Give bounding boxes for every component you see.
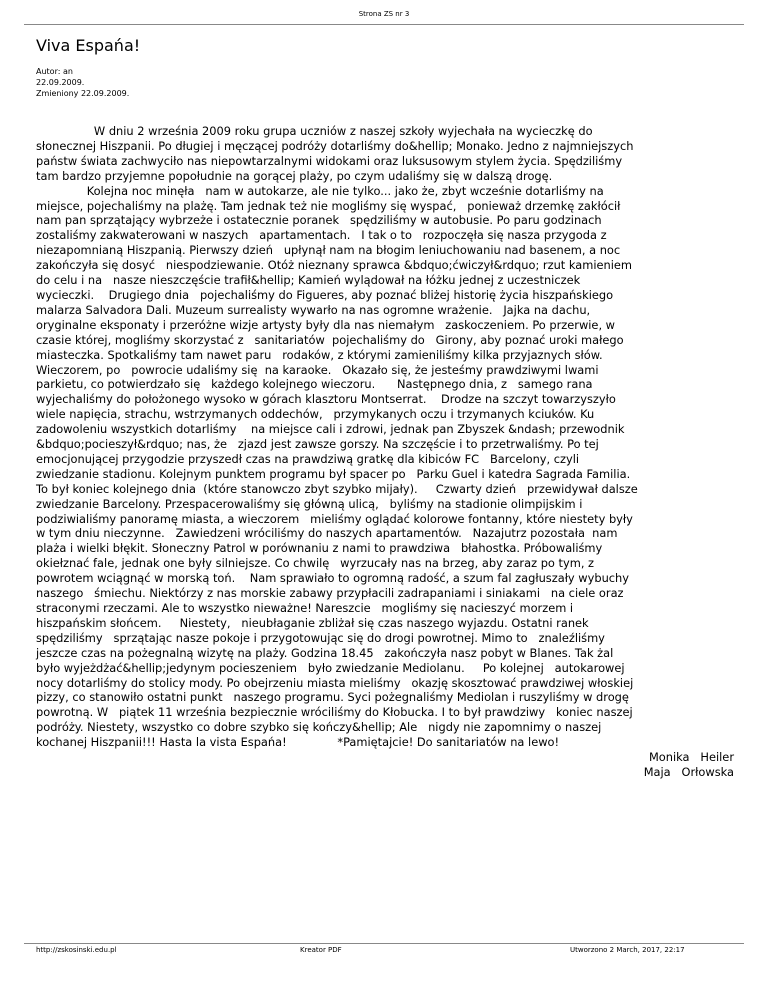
article-line: spędziliśmy sprzątając nasze pokoje i przygotowując się do drogi powrotnej. Mimo to znaleźliśmy <box>36 630 605 645</box>
article-line: nocy dotarliśmy do stolicy mody. Po obejrzeniu miasta mieliśmy okazję skosztować prawdziwej włoskiej <box>36 675 634 690</box>
article-line: podziwialiśmy panoramę miasta, a wieczorem mieliśmy oglądać kolorowe fontanny, które niestety były <box>36 511 633 526</box>
article-modified: Zmieniony 22.09.2009. <box>36 89 130 98</box>
article-line: powrotem wciągnąć w morską toń. Nam sprawiało to ogromną radość, a szum fal zagłuszały wybuchy <box>36 571 630 586</box>
article-line: w tym dniu nieczynne. Zawiedzeni wróciliśmy do naszych apartamentów. Nazajutrz pozostała nam <box>36 526 618 541</box>
article-line: miasteczka. Spotkaliśmy tam nawet paru rodaków, z którymi zamieniliśmy kilka przyjaznych słów. <box>36 347 603 362</box>
article-line: straconymi rzeczami. Ale to wszystko nieważne! Nareszcie mogliśmy się nacieszyć morzem i <box>36 601 574 615</box>
article-line: państw świata zachwyciło nas niepowtarzalnymi widokami oraz luksusowym stylem życia. Spędziliśmy <box>36 153 623 168</box>
article-line: było wyjeżdżać&hellip;jedynym pocieszeniem było zwiedzanie Mediolanu. Po kolejnej autokarowej <box>36 660 625 675</box>
page-header: Strona ZS nr 3 <box>358 10 410 18</box>
article-title: Viva Espańa! <box>36 36 141 55</box>
article-body <box>36 124 734 780</box>
footer-generator: Kreator PDF <box>300 946 342 954</box>
signature-line: Monika Heiler <box>648 750 734 765</box>
article-line: plaża i wielki błękit. Słoneczny Patrol w porównaniu z nami to prawdziwa błahostka. Próbowaliśmy <box>36 541 603 556</box>
footer-created: Utworzono 2 March, 2017, 22:17 <box>570 946 685 954</box>
article-line: naszego śmiechu. Niektórzy z nas morskie zabawy przypłacili zadrapaniami i siniakami na ciele oraz <box>36 586 624 601</box>
article-author: Autor: an <box>36 67 73 76</box>
article-line: wycieczki. Drugiego dnia pojechaliśmy do Figueres, aby poznać bliżej historię życia hiszpańskiego <box>36 287 614 302</box>
article-line: parkietu, co potwierdzało się każdego kolejnego wieczoru. Następnego dnia, z samego rana <box>36 377 593 392</box>
article-line: słonecznej Hiszpanii. Po długiej i męczącej podróży dotarliśmy do&hellip; Monako. Jedno z najmniejszych <box>36 138 634 153</box>
article-line: Kolejna noc minęła nam w autokarze, ale nie tylko... jako że, zbyt wcześnie dotarliśmy na <box>36 183 604 198</box>
article-line: podróży. Niestety, wszystko co dobre szybko się kończy&hellip; Ale nigdy nie zapomnimy o naszej <box>36 720 602 735</box>
article-line: To był koniec kolejnego dnia (które stanowczo zbyt szybko mijały). Czwarty dzień przewidywał dalsze <box>36 481 638 496</box>
article-line: wyjechaliśmy do położonego wysoko w górach klasztoru Montserrat. Drodze na szczyt towarzyszyło <box>36 392 616 407</box>
article-meta <box>36 66 129 99</box>
article-line: emocjonującej przygodzie przyszedł czas na prawdziwą gratkę dla kibiców FC Barcelony, czyli <box>36 451 580 466</box>
article-line: czasie której, mogliśmy skorzystać z sanitariatów pojechaliśmy do Girony, aby poznać uroki małego <box>36 332 624 347</box>
footer-url[interactable]: http://zskosinski.edu.pl <box>36 946 117 954</box>
article-line: zostaliśmy zakwaterowani w naszych apartamentach. I tak o to rozpoczęła się nasza przygoda z <box>36 228 607 243</box>
article-line: pizzy, co stanowiło ostatni punkt naszego programu. Syci pożegnaliśmy Mediolan i ruszyliśmy w drogę <box>36 690 629 705</box>
article-line: zwiedzanie stadionu. Kolejnym punktem programu był spacer po Parku Guel i katedra Sagrada Familia. <box>36 466 631 481</box>
article-line: zadowoleniu wszystkich dotarliśmy na miejsce cali i zdrowi, jednak pan Zbyszek &ndash; przewodnik <box>36 422 625 437</box>
article-line: powrotną. W piątek 11 września bezpiecznie wróciliśmy do Kłobucka. I to był prawdziwy koniec naszej <box>36 705 633 720</box>
article-line: nam pan sprzątający wybrzeże i ostatecznie poranek spędziliśmy w autobusie. Po paru godzinach <box>36 213 602 228</box>
signature-line: Maja Orłowska <box>643 764 734 779</box>
article-line: niezapomnianą Hiszpanią. Pierwszy dzień upłynął nam na błogim leniuchowaniu nad basenem, a noc <box>36 243 621 258</box>
article-line: zakończyła się dosyć niespodziewanie. Otóż nieznany sprawca &bdquo;ćwiczył&rdquo; rzut kamieniem <box>36 258 633 273</box>
article-line: jeszcze czas na pożegnalną wizytę na plaży. Godzina 18.45 zakończyła nasz pobyt w Blanes. Tak żal <box>36 645 614 660</box>
article-line: do celu i na nasze nieszczęście trafił&hellip; Kamień wylądował na łóżku jednej z uczestniczek <box>36 273 581 288</box>
article-line: okiełznać fale, jednak one były silniejsze. Co chwilę wyrzucały nas na brzeg, aby zaraz po tym, z <box>36 556 595 571</box>
article-line: hiszpańskim słońcem. Niestety, nieubłaganie zbliżał się czas naszego wyjazdu. Ostatni ranek <box>36 615 589 630</box>
footer-divider <box>24 943 744 944</box>
article-date: 22.09.2009. <box>36 78 85 87</box>
article-line: oryginalne eksponaty i przeróżne wizje artysty były dla nas niemałym zaskoczeniem. Po przerwie, w <box>36 317 616 332</box>
header-divider <box>24 24 744 25</box>
article-line: miejsce, pojechaliśmy na plażę. Tam jednak też nie mogliśmy się wyspać, ponieważ drzemkę zakłócił <box>36 198 621 213</box>
article-line: malarza Salvadora Dali. Muzeum surrealisty wywarło na nas ogromne wrażenie. Jajka na dachu, <box>36 302 591 317</box>
article-line: W dniu 2 września 2009 roku grupa uczniów z naszej szkoły wyjechała na wycieczkę do <box>36 124 593 138</box>
article-line: kochanej Hiszpanii!!! Hasta la vista Espańa! *Pamiętajcie! Do sanitariatów na lewo! <box>36 735 560 750</box>
article-line: &bdquo;pocieszył&rdquo; nas, że zjazd jest zawsze gorszy. Na szczęście i to przetrwaliśmy. Po tej <box>36 437 599 452</box>
article-line: wiele napięcia, strachu, wstrzymanych oddechów, przymykanych oczu i trzymanych kciuków. Ku <box>36 407 595 422</box>
article-line: tam bardzo przyjemne popołudnie na gorącej plaży, po czym udaliśmy się w dalszą drogę. <box>36 168 553 183</box>
article-line: Wieczorem, po powrocie udaliśmy się na karaoke. Okazało się, że jesteśmy prawdziwymi lwami <box>36 362 599 377</box>
article-line: zwiedzanie Barcelony. Przespacerowaliśmy się główną ulicą, byliśmy na stadionie olimpijskim i <box>36 496 583 511</box>
